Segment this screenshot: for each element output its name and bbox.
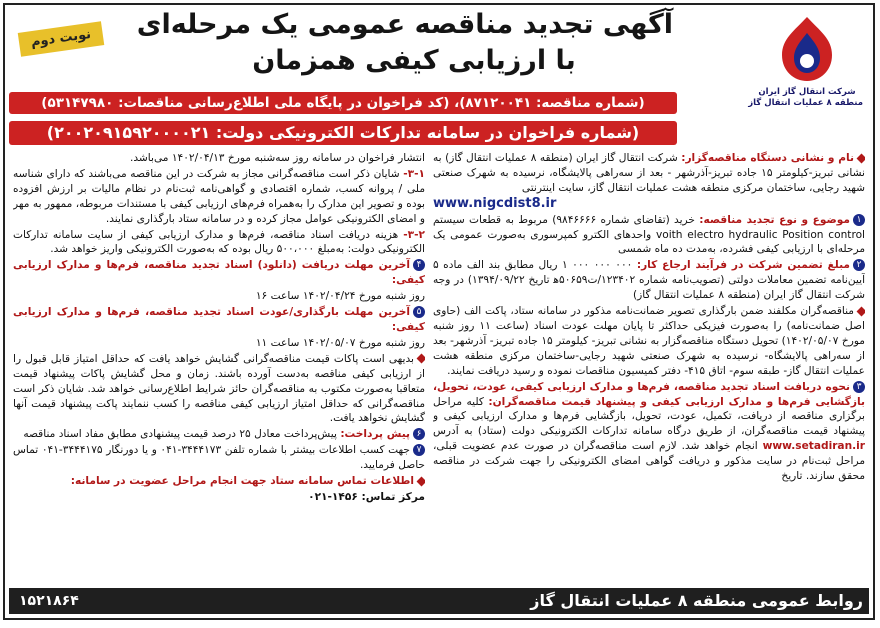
paragraph-documents [433, 380, 865, 484]
company-name-line2: منطقه ۸ عملیات انتقال گاز [748, 98, 863, 108]
section-heading: موضوع و نوع تجدید مناقصه: [699, 213, 850, 226]
number-badge: ۳ [853, 381, 865, 393]
section-heading: آخرین مهلت بارگذاری/عودت اسناد تجدید مناقصه، فرم‌ها و مدارک ارزیابی کیفی: [13, 306, 425, 333]
paragraph-download-deadline [13, 258, 425, 288]
paragraph-organizer [433, 151, 865, 196]
paragraph-subject [433, 213, 865, 258]
section-heading: نام و نشانی دستگاه مناقصه‌گزار: [681, 152, 854, 164]
setad-number-band: (شماره فراخوان در سامانه تدارکات الکترونیکی دولت: ۲۰۰۲۰۹۱۵۹۲۰۰۰۰۲۱) [9, 121, 677, 145]
second-round-badge: نوبت دوم [18, 21, 105, 56]
section-text: ۰۰۰ ۰۰۰ ۰۰۰ ۱ ریال مطابق بند الف ماده ۵ آیین‌نامه تضمین معاملات دولتی (تصویب‌نامه شماره ۱۲۳۴۰۲/ت۵۰۶۵۹ه‍ تاریخ ۱۳۹۴/۰۹/۲۲) در وجه شرکت انتقال گاز ایران (منطقه ۸ عملیات انتقال گاز) [433, 259, 865, 302]
section-heading: پیش پرداخت: [340, 428, 410, 441]
paragraph-eligibility [13, 167, 425, 227]
section-heading: اطلاعات تماس سامانه ستاد جهت انجام مراحل عضویت در سامانه: [70, 475, 414, 488]
paragraph-prepayment [13, 427, 425, 442]
paragraph-guarantee [433, 258, 865, 303]
notice-subtitle: با ارزیابی کیفی همزمان [252, 45, 576, 76]
section-text: هزینه دریافت اسناد مناقصه، فرم‌ها و مدارک ارزیابی کیفی از سایت سامانه تدارکات الکترونیکی دولت: به‌مبلغ ۵۰۰،۰۰۰ ریال بوده که به‌صورت الکترونیکی واریز خواهد شد. [13, 228, 425, 256]
company-name-line1: شرکت انتقال گاز ایران [758, 87, 856, 97]
gas-flame-logo-icon [764, 11, 850, 87]
paragraph-setad-contact [13, 474, 425, 489]
right-column [433, 151, 865, 582]
clause-number: ۳-۲- [403, 228, 425, 241]
number-badge: ۶ [413, 428, 425, 440]
paragraph-contact [13, 443, 425, 473]
section-text: بدیهی است پاکات قیمت مناقصه‌گرانی گشایش خواهد یافت که حداقل امتیاز قابل قبول را از ارزیابی کیفی مناقصه به‌دست آورده باشند. زمان و محل گشایش پاکات پیشنهاد قیمت متعاقبا به‌صورت مکتوب به مناقصه‌گران حائز شرایط اطلاع‌رسانی خواهد شد. شایان ذکر است مناقصه‌گرانی که حداقل امتیاز ارزیابی کیفی مناقصه را کسب ننمایند پاکت پیشنهاد قیمت آنها گشایش نخواهد یافت. [13, 352, 425, 425]
section-text: خرید (تقاضای شماره ۹۸۴۶۶۶۶) مربوط به قطعات سیستم voith electro hydraulic Position control واحدهای الکترو کمپرسوری به‌صورت عمومی یک مرحله‌ای با ارزیابی کیفی فشرده، به‌مدت ده ماه شمسی [433, 213, 865, 256]
website-link[interactable]: www.nigcdist8.ir [433, 195, 557, 211]
tender-number-band: (شماره مناقصه: ۸۷۱۲۰۰۴۱)، (کد فراخوان در پایگاه ملی اطلاع‌رسانی مناقصات: ۵۳۱۴۷۹۸۰) [9, 92, 677, 114]
section-heading: مبلغ تضمین شرکت در فرآیند ارجاع کار: [636, 259, 850, 272]
clause-number: ۳-۱- [403, 167, 425, 180]
number-badge: ۷ [413, 444, 425, 456]
bullet-icon [857, 153, 865, 163]
bullet-icon [417, 476, 425, 486]
company-logo [748, 11, 863, 109]
tender-notice [3, 3, 875, 620]
section-text: انجام خواهد شد. لازم است مناقصه‌گران در صورت عدم عضویت قبلی، مراحل ثبت‌نام در سایت مذکور و دریافت گواهی امضای الکترونیکی را جهت شرکت در مناقصه محقق سازند. تاریخ [433, 440, 865, 483]
paragraph-opening [13, 352, 425, 427]
footer-bar [9, 588, 869, 614]
upload-deadline-date: روز شنبه مورخ ۱۴۰۲/۰۵/۰۷ ساعت ۱۱ [255, 336, 425, 349]
section-text: جهت کسب اطلاعات بیشتر با شماره تلفن ۳۴۴۴۱۷۳-۰۴۱ و یا دورنگار ۳۴۴۴۱۷۵-۰۴۱ تماس حاصل فرمایید. [13, 444, 425, 472]
paragraph-publish-date: انتشار فراخوان در سامانه روز سه‌شنبه مورخ ۱۴۰۲/۰۴/۱۳ می‌باشد. [129, 152, 425, 164]
section-text: کلیه مراحل برگزاری مناقصه از دریافت، تکمیل، عودت، تحویل، بازگشایی فرم‌ها و مدارک ارزیابی کیفی و پیشنهاد قیمت مناقصه‌گران، از طریق درگاه سامانه تدارکات الکترونیکی دولت (ستاد) به آدرس [433, 395, 865, 438]
setad-website-link[interactable]: www.setadiran.ir [762, 440, 865, 453]
footer-code: ۱۵۲۱۸۶۴ [19, 593, 79, 609]
section-text: پیش‌پرداخت معادل ۲۵ درصد قیمت پیشنهادی مطابق مفاد اسناد مناقصه [23, 428, 341, 441]
bullet-icon [417, 354, 425, 364]
paragraph-upload-deadline [13, 305, 425, 335]
download-deadline-date: روز شنبه مورخ ۱۴۰۲/۰۴/۲۴ ساعت ۱۶ [255, 290, 425, 303]
number-badge: ۲ [853, 259, 865, 271]
paragraph-fee [13, 228, 425, 258]
notice-title: آگهی تجدید مناقصه عمومی یک مرحله‌ای [136, 9, 673, 40]
section-heading: آخرین مهلت دریافت (دانلود) اسناد تجدید مناقصه، فرم‌ها و مدارک ارزیابی کیفی: [13, 259, 425, 287]
number-badge: ۴ [413, 259, 425, 271]
call-center: مرکز تماس: ۱۴۵۶-۰۲۱ [308, 490, 425, 503]
footer-public-relations: روابط عمومی منطقه ۸ عملیات انتقال گاز [530, 591, 863, 610]
bullet-icon [857, 306, 865, 316]
section-text: شایان ذکر است مناقصه‌گرانی مجاز به شرکت در این مناقصه می‌باشند که دارای شناسه ملی / پروانه کسب، شماره اقتصادی و گواهی‌نامه ثبت‌نام در نظام مالیات بر ارزش افزوده بوده و تصویر این مدارک را به‌همراه فرم‌های ارزیابی کیفی با مستندات مربوطه، ممهور به مهر و امضای الکترونیکی عوامل مجاز کرده و در سامانه ستاد بارگذاری نمایند. [13, 167, 425, 225]
paragraph-guarantee-delivery [433, 304, 865, 379]
left-column [13, 151, 425, 582]
section-text: شرکت انتقال گاز ایران (منطقه ۸ عملیات انتقال گاز) به نشانی تبریز-کیلومتر ۱۵ جاده تبریز-آذرشهر - بعد از سه‌راهی پالایشگاه، نرسیده به شهرک صنعتی شهید رجایی، ساختمان مرکزی منطقه هشت عملیات انتقال گاز، سایت اینترنتی [433, 152, 865, 194]
number-badge: ۱ [853, 214, 865, 226]
number-badge: ۵ [413, 306, 425, 318]
section-heading: نحوه دریافت اسناد تجدید مناقصه، فرم‌ها و مدارک ارزیابی کیفی، عودت، تحویل، بازگشایی فرم‌ها و مدارک ارزیابی کیفی و پیشنهاد قیمت مناقصه‌گران: [433, 380, 865, 408]
section-text: مناقصه‌گران مکلفند ضمن بارگذاری تصویر ضمانت‌نامه مذکور در سامانه ستاد، پاکت الف (حاوی اصل ضمانت‌نامه) را به‌صورت فیزیکی حداکثر تا پایان مهلت عودت اسناد (ساعت ۱۱ روز شنبه مورخ ۱۴۰۲/۰۵/۰۷) تحویل دستگاه مناقصه‌گزار به نشانی تبریز- کیلومتر ۱۵ جاده تبریز- آذرشهر- بعد از سه‌راهی پالایشگاه- نرسیده به شهرک صنعتی شهید رجایی-ساختمان مرکزی منطقه هشت عملیات انتقال گاز- طبقه سوم- اتاق ۴۱۵- دفتر کمیسیون مناقصات نموده و رسید دریافت نمایند. [433, 305, 865, 377]
